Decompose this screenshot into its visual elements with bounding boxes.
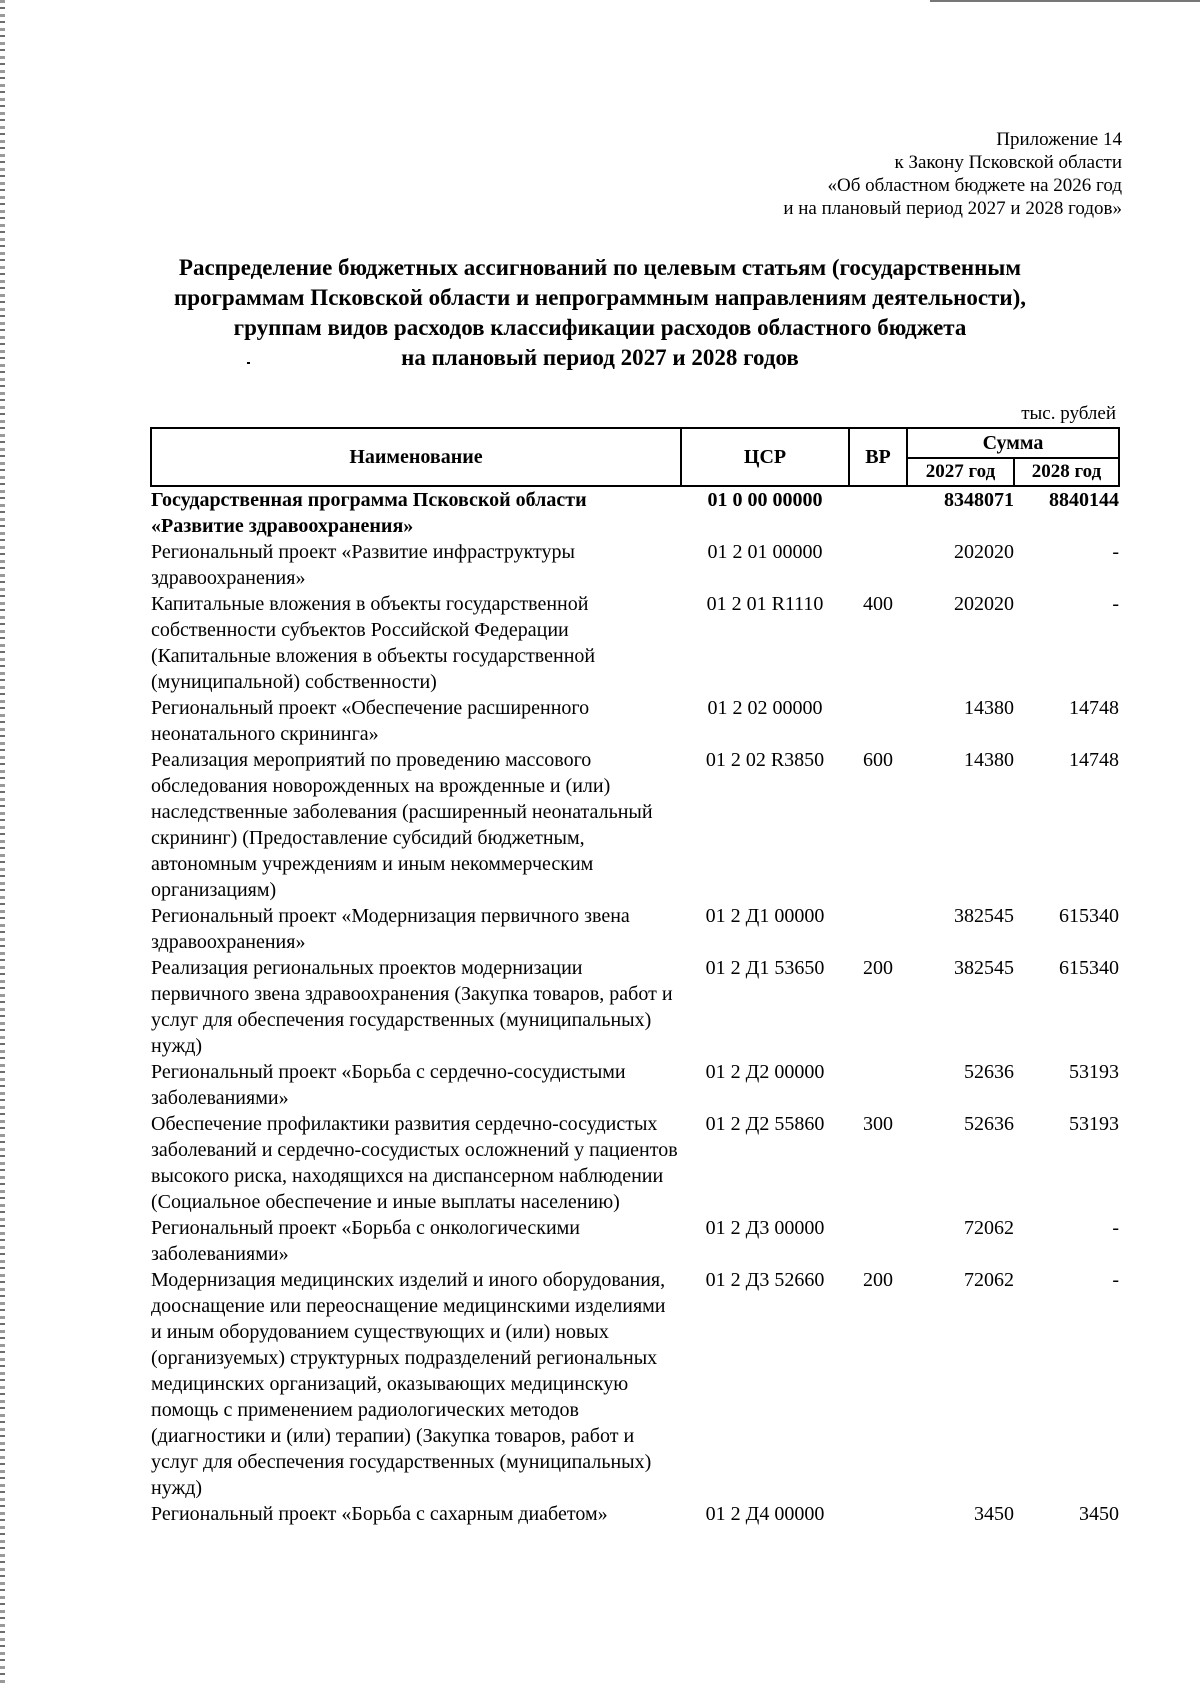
header-csr: ЦСР (681, 428, 849, 486)
row-2027: 202020 (954, 593, 1014, 615)
appendix-number: Приложение 14 (996, 129, 1122, 150)
row-2027: 382545 (954, 957, 1014, 979)
row-2027: 52636 (964, 1113, 1014, 1135)
row-name: Региональный проект «Борьба с онкологическими заболеваниями» (151, 1217, 581, 1265)
row-2028: 53193 (1069, 1113, 1120, 1135)
header-sum: Сумма (907, 428, 1119, 458)
row-2028: - (1112, 541, 1120, 563)
row-vr (849, 1059, 907, 1111)
title-line-2: программам Псковской области и непрограммным направлениям деятельности), (173, 285, 1027, 310)
row-name: Региональный проект «Борьба с сердечно-сосудистыми заболеваниями» (151, 1061, 626, 1109)
row-2028: 14748 (1069, 749, 1120, 771)
row-2028: 615340 (1059, 905, 1120, 927)
table-row (151, 591, 1119, 695)
row-2028: - (1112, 1269, 1120, 1291)
row-2027: 14380 (964, 749, 1014, 771)
row-vr: 400 (863, 593, 893, 615)
row-csr: 01 2 01 00000 (707, 541, 823, 563)
document-title (140, 253, 1060, 373)
row-vr (849, 1501, 907, 1527)
scan-dot (247, 362, 250, 364)
table-row (151, 1059, 1119, 1111)
row-2027: 52636 (964, 1061, 1014, 1083)
row-csr: 01 2 Д1 00000 (705, 905, 825, 927)
row-name: Государственная программа Псковской области «Развитие здравоохранения» (151, 489, 587, 537)
row-name: Региональный проект «Развитие инфраструктуры здравоохранения» (151, 541, 575, 589)
row-csr: 01 2 02 00000 (707, 697, 823, 719)
row-vr (849, 1215, 907, 1267)
row-2027: 8348071 (944, 489, 1014, 511)
row-name: Реализация мероприятий по проведению массового обследования новорожденных на врожденные и (или) наследственные заболевания (расширенный неонатальный скрининг) (Предоставление субсидий бюджетным, автономным учреждениям и иным некоммерческим организациям) (151, 749, 653, 901)
appendix-law-title: «Об областном бюджете на 2026 год (827, 175, 1122, 196)
header-2027: 2027 год (907, 458, 1014, 486)
table-row (151, 1501, 1119, 1527)
row-csr: 01 2 Д2 55860 (705, 1113, 825, 1135)
top-border-line (930, 0, 1200, 2)
row-vr (849, 486, 907, 539)
row-2028: - (1112, 1217, 1120, 1239)
row-csr: 01 2 02 R3850 (705, 749, 825, 771)
row-2027: 202020 (954, 541, 1014, 563)
row-csr: 01 2 Д1 53650 (705, 957, 825, 979)
row-csr: 01 2 Д2 00000 (705, 1061, 825, 1083)
appendix-note (783, 128, 1122, 220)
header-vr: ВР (849, 428, 907, 486)
row-name: Региональный проект «Обеспечение расширенного неонатального скрининга» (151, 697, 590, 745)
unit-label: тыс. рублей (1021, 403, 1116, 424)
budget-table (150, 427, 1120, 1527)
row-vr (849, 903, 907, 955)
table-row (151, 1267, 1119, 1501)
row-2027: 72062 (964, 1269, 1014, 1291)
header-name: Наименование (151, 428, 681, 486)
row-vr: 600 (863, 749, 893, 771)
row-2028: 8840144 (1049, 489, 1120, 511)
row-2028: - (1112, 593, 1120, 615)
row-2028: 615340 (1059, 957, 1120, 979)
row-csr: 01 2 Д3 52660 (705, 1269, 825, 1291)
row-csr: 01 2 Д4 00000 (705, 1503, 825, 1525)
table-row (151, 747, 1119, 903)
row-2027: 3450 (974, 1503, 1014, 1525)
row-vr: 200 (863, 957, 893, 979)
row-name: Реализация региональных проектов модернизации первичного звена здравоохранения (Закупка товаров, работ и услуг для обеспечения государственных (муниципальных) нужд) (151, 957, 673, 1057)
row-2028: 53193 (1069, 1061, 1120, 1083)
row-name: Региональный проект «Модернизация первичного звена здравоохранения» (151, 905, 630, 953)
row-vr (849, 539, 907, 591)
appendix-law-period: и на плановый период 2027 и 2028 годов» (783, 198, 1122, 219)
header-2028: 2028 год (1014, 458, 1119, 486)
table-row (151, 695, 1119, 747)
title-line-4: на плановый период 2027 и 2028 годов (401, 345, 799, 370)
row-csr: 01 2 01 R1110 (706, 593, 824, 615)
row-2027: 14380 (964, 697, 1014, 719)
row-csr: 01 0 00 00000 (707, 489, 823, 511)
row-2027: 382545 (954, 905, 1014, 927)
appendix-law: к Закону Псковской области (894, 152, 1122, 173)
row-name: Модернизация медицинских изделий и иного оборудования, дооснащение или переоснащение медицинскими изделиями и иным оборудованием существующих и (или) новых (организуемых) структурных подразделений региональных медицинских организаций, оказывающих медицинскую помощь с применением радиологических методов (диагностики и (или) терапии) (Закупка товаров, работ и услуг для обеспечения государственных (муниципальных) нужд) (151, 1269, 666, 1499)
row-2028: 14748 (1069, 697, 1120, 719)
table-row (151, 486, 1119, 539)
row-name: Капитальные вложения в объекты государственной собственности субъектов Российской Федерации (Капитальные вложения в объекты государственной (муниципальной) собственности) (151, 593, 596, 693)
table-row (151, 1215, 1119, 1267)
row-name: Обеспечение профилактики развития сердечно-сосудистых заболеваний и сердечно-сосудистых осложнений у пациентов высокого риска, находящихся на диспансерном наблюдении (Социальное обеспечение и иные выплаты населению) (151, 1113, 678, 1213)
title-line-3: группам видов расходов классификации расходов областного бюджета (233, 315, 967, 340)
row-csr: 01 2 Д3 00000 (705, 1217, 825, 1239)
row-vr (849, 695, 907, 747)
title-line-1: Распределение бюджетных ассигнований по целевым статьям (государственным (178, 255, 1022, 280)
table-row (151, 1111, 1119, 1215)
row-vr: 300 (863, 1113, 893, 1135)
table-row (151, 955, 1119, 1059)
table-row (151, 903, 1119, 955)
row-name: Региональный проект «Борьба с сахарным диабетом» (151, 1503, 608, 1525)
row-vr: 200 (863, 1269, 893, 1291)
row-2028: 3450 (1079, 1503, 1120, 1525)
row-2027: 72062 (964, 1217, 1014, 1239)
table-row (151, 539, 1119, 591)
scan-edge-artifact (0, 0, 5, 1686)
